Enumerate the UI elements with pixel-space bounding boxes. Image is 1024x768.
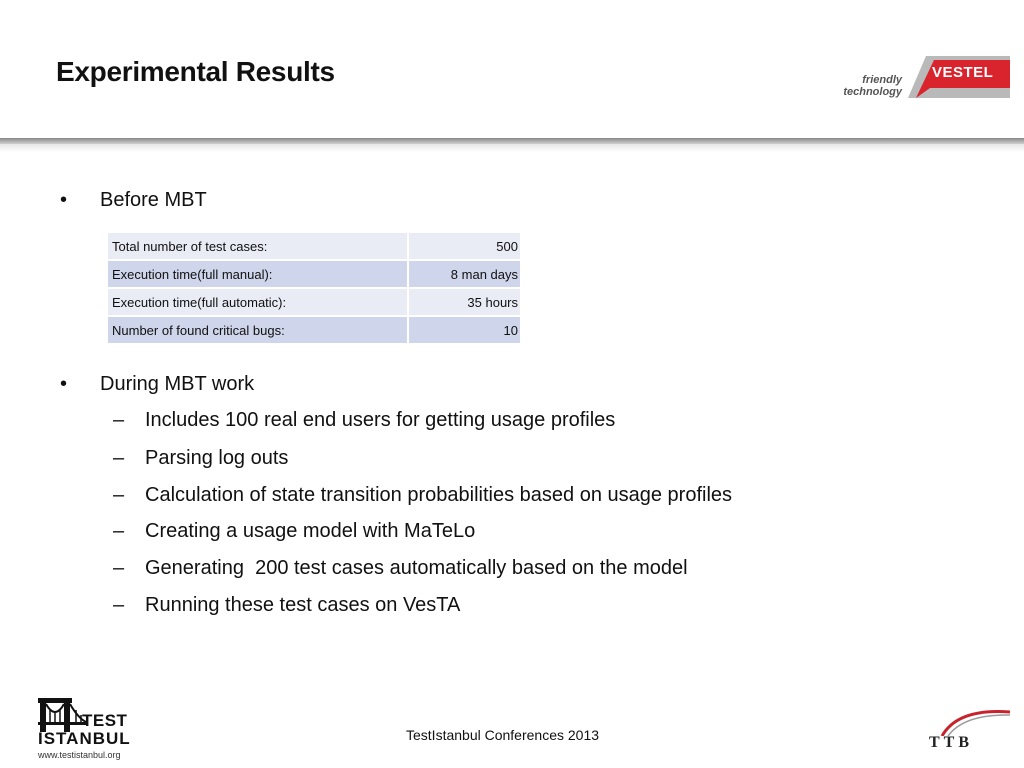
bullet-icon: •	[60, 189, 68, 211]
sub-item	[113, 484, 733, 507]
table-cell-label: Execution time(full manual):	[107, 260, 408, 288]
table-cell-value: 10	[408, 316, 521, 344]
testistanbul-logo	[36, 696, 146, 762]
vestel-tagline-line1: friendly	[862, 74, 902, 86]
ttb-logo-name: TTB	[929, 734, 974, 751]
table-cell-label: Total number of test cases:	[107, 232, 408, 260]
testistanbul-word1: TEST	[82, 711, 128, 730]
results-table	[106, 231, 522, 345]
table-row	[107, 316, 521, 344]
table-cell-value: 500	[408, 232, 521, 260]
dash-icon: –	[113, 447, 125, 469]
table-cell-label: Execution time(full automatic):	[107, 288, 408, 316]
sub-item-text: Calculation of state transition probabilities based on usage profiles	[145, 484, 733, 506]
bridge-icon	[38, 698, 86, 732]
sub-item-text: Creating a usage model with MaTeLo	[145, 520, 476, 542]
dash-icon: –	[113, 409, 125, 431]
ttb-swoosh-icon	[918, 706, 1014, 736]
table-row	[107, 288, 521, 316]
sub-item-text: Includes 100 real end users for getting usage profiles	[145, 409, 616, 431]
header-divider-shadow	[0, 144, 1024, 152]
vestel-logo-name: VESTEL	[932, 64, 994, 81]
table-cell-value: 8 man days	[408, 260, 521, 288]
bullet-during-mbt	[60, 373, 255, 396]
bullet-before-mbt	[60, 189, 207, 212]
slide-title: Experimental Results	[56, 56, 335, 87]
footer-text: TestIstanbul Conferences 2013	[406, 727, 600, 743]
bullet-text: Before MBT	[100, 189, 207, 211]
testistanbul-url: www.testistanbul.org	[38, 750, 121, 760]
sub-item	[113, 409, 616, 432]
sub-item	[113, 520, 476, 543]
dash-icon: –	[113, 557, 125, 579]
vestel-tagline	[836, 74, 902, 98]
vestel-tagline-line2: technology	[843, 86, 902, 98]
sub-item	[113, 447, 289, 470]
sub-item	[113, 594, 461, 617]
testistanbul-word2: ISTANBUL	[38, 729, 131, 748]
sub-item-text: Running these test cases on VesTA	[145, 594, 461, 616]
table-cell-label: Number of found critical bugs:	[107, 316, 408, 344]
dash-icon: –	[113, 520, 125, 542]
sub-item-text: Generating 200 test cases automatically based on the model	[145, 557, 688, 579]
bullet-text: During MBT work	[100, 373, 255, 395]
sub-item	[113, 557, 688, 580]
dash-icon: –	[113, 484, 125, 506]
bullet-icon: •	[60, 373, 68, 395]
dash-icon: –	[113, 594, 125, 616]
ttb-logo	[918, 706, 1014, 762]
table-row	[107, 260, 521, 288]
table-cell-value: 35 hours	[408, 288, 521, 316]
table-row	[107, 232, 521, 260]
vestel-logo	[836, 56, 1010, 100]
sub-item-text: Parsing log outs	[145, 447, 289, 469]
